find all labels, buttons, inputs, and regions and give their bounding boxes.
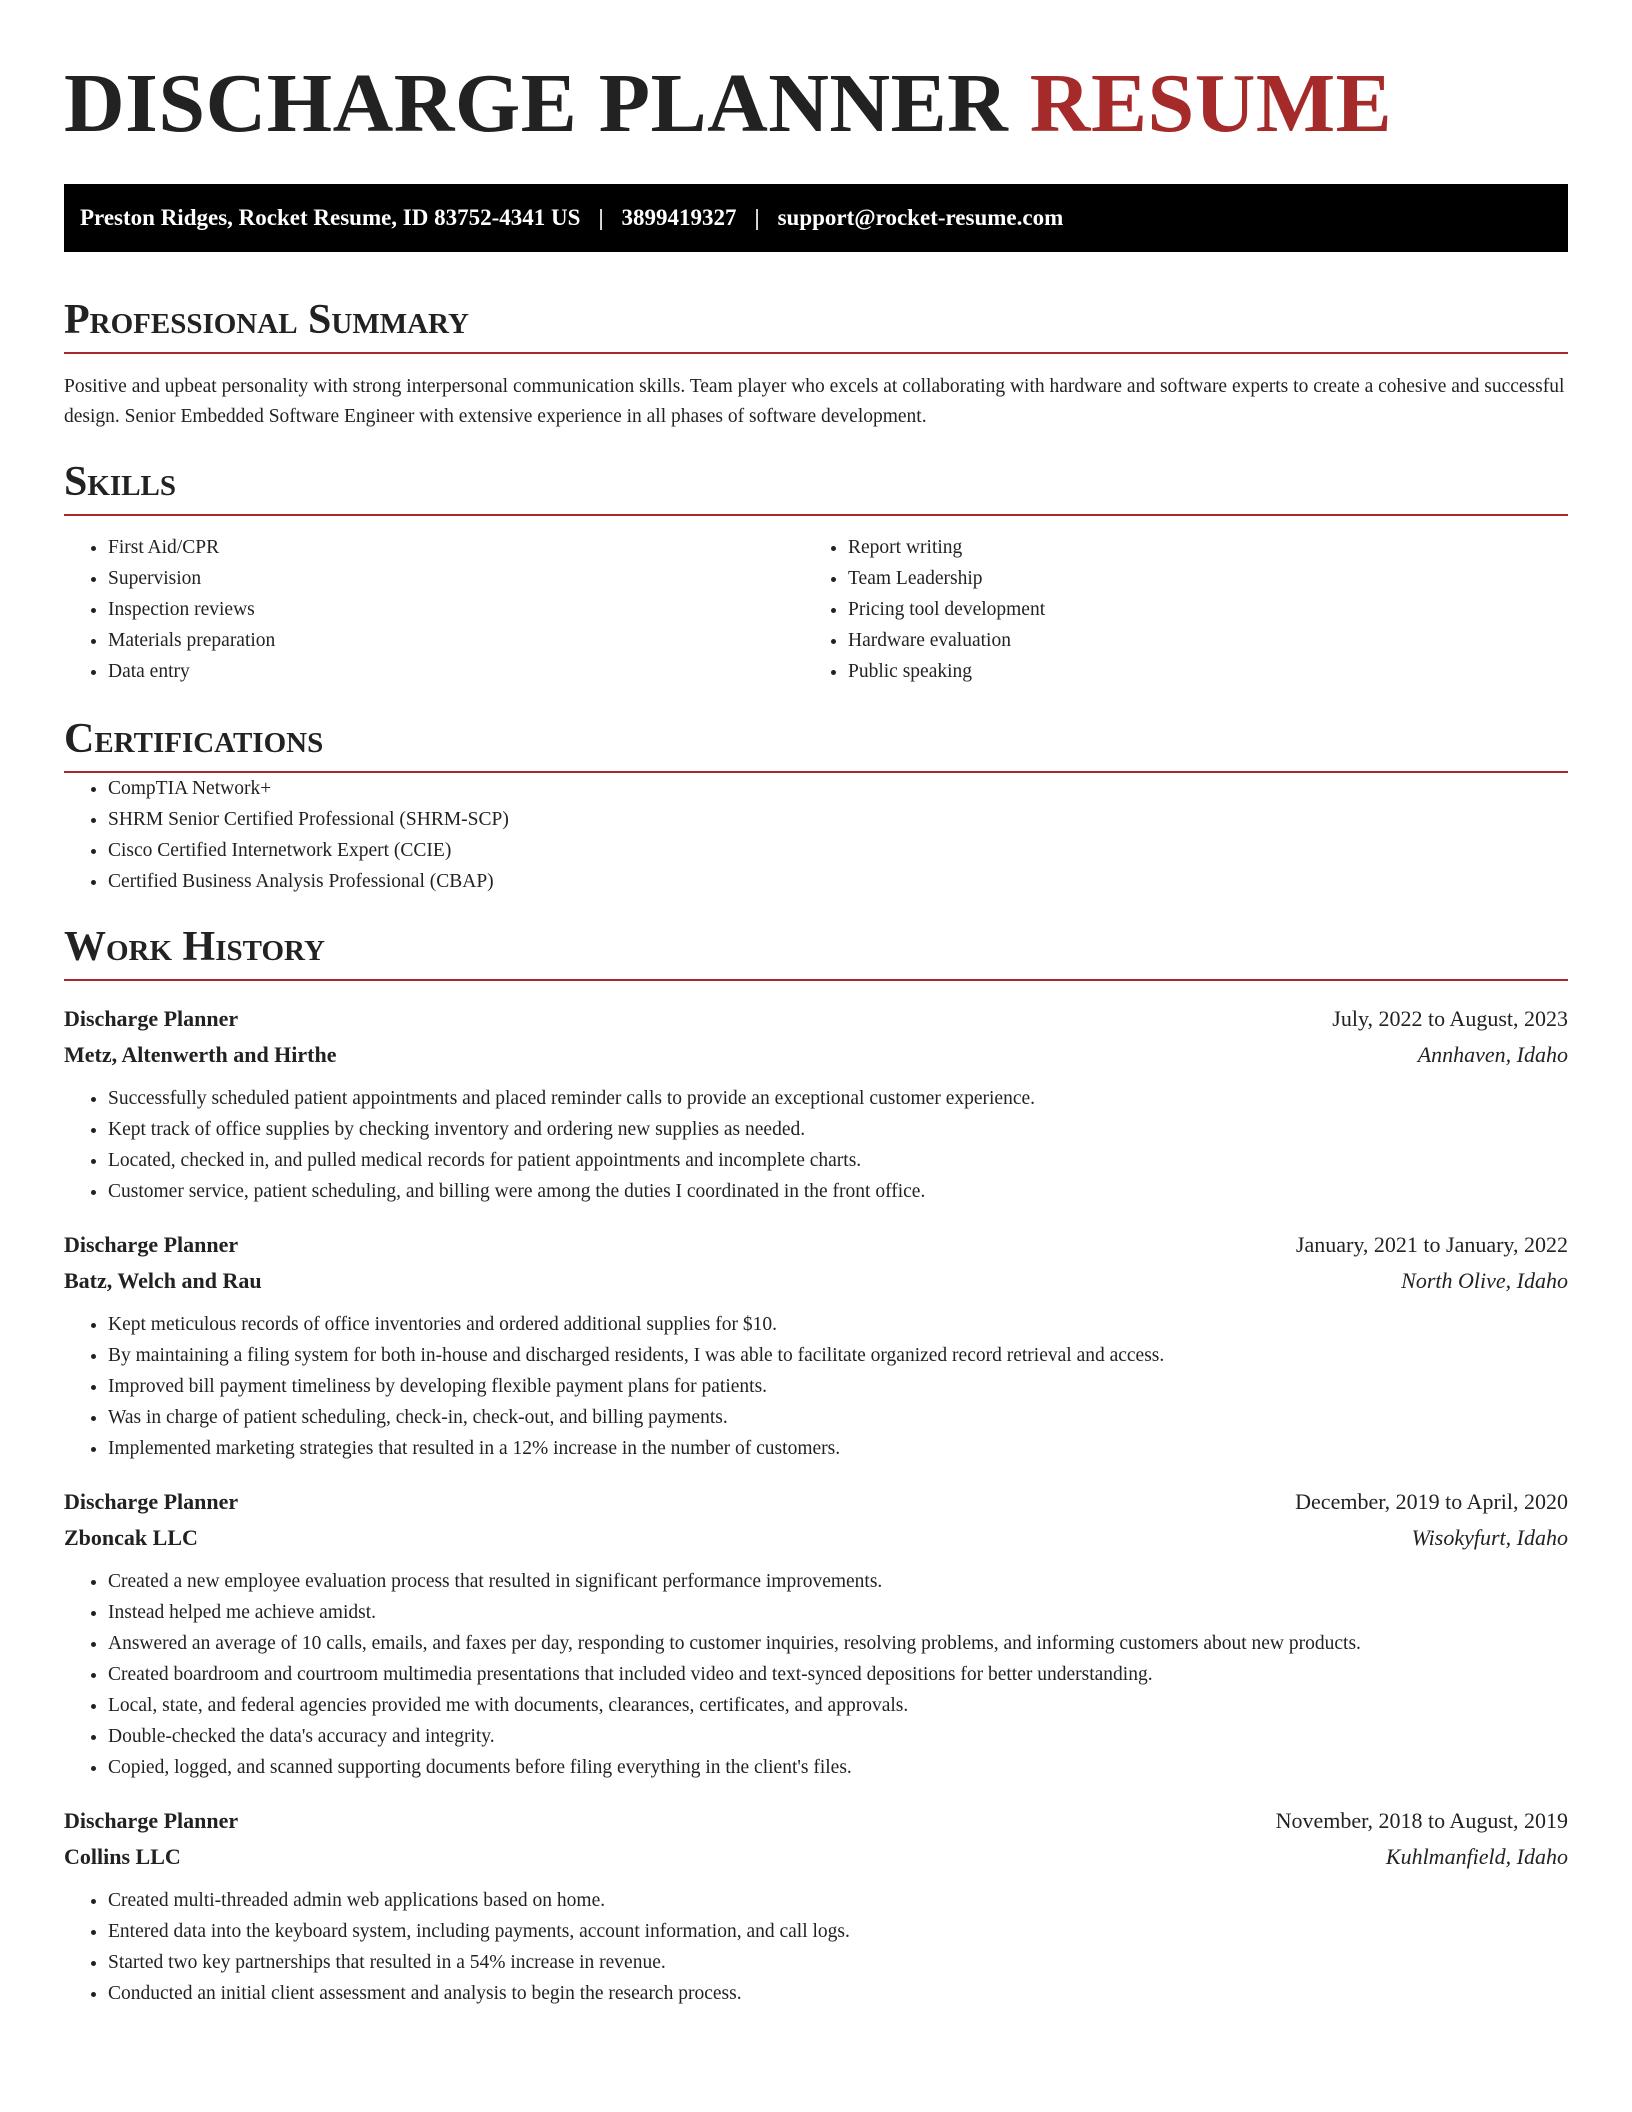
job-company: Collins LLC (64, 1844, 181, 1869)
contact-phone: 3899419327 (621, 205, 737, 230)
skills-heading: Skills (64, 458, 1568, 516)
job-bullet: • Conducted an initial client assessment and analysis to begin the research process. (108, 1978, 1568, 2009)
skill-item: • Hardware evaluation (848, 625, 1544, 656)
job-header-row (64, 1803, 1568, 1839)
job-bullet: • Created boardroom and courtroom multimedia presentations that included video and text-synced depositions for better understanding. (108, 1659, 1568, 1690)
job-bullet: • Kept track of office supplies by checking inventory and ordering new supplies as needed. (108, 1114, 1568, 1145)
job-location: North Olive, Idaho (1401, 1268, 1568, 1293)
job-dates: January, 2021 to January, 2022 (1295, 1232, 1568, 1257)
certifications-heading: Certifications (64, 715, 1568, 773)
job-bullet: • Copied, logged, and scanned supporting documents before filing everything in the client's files. (108, 1752, 1568, 1783)
job-company: Metz, Altenwerth and Hirthe (64, 1042, 337, 1067)
certification-item: • SHRM Senior Certified Professional (SHRM-SCP) (108, 804, 1568, 835)
contact-address: Preston Ridges, Rocket Resume, ID 83752-4341 US (80, 205, 581, 230)
job-bullet: • Double-checked the data's accuracy and integrity. (108, 1721, 1568, 1752)
job-bullet: • Instead helped me achieve amidst. (108, 1597, 1568, 1628)
certification-item: • CompTIA Network+ (108, 773, 1568, 804)
title-resume-word: RESUME (1029, 57, 1393, 150)
job-company-row (64, 1520, 1568, 1556)
skill-item: • Report writing (848, 532, 1544, 563)
page-title (64, 56, 1568, 152)
contact-bar (64, 184, 1568, 252)
job-bullets (64, 1566, 1568, 1783)
job-bullet: • Kept meticulous records of office inventories and ordered additional supplies for $10. (108, 1309, 1568, 1340)
skill-item: • Materials preparation (108, 625, 804, 656)
job-bullet: • Entered data into the keyboard system, including payments, account information, and call logs. (108, 1916, 1568, 1947)
skill-item: • Data entry (108, 656, 804, 687)
job-dates: November, 2018 to August, 2019 (1275, 1808, 1568, 1833)
contact-separator: | (754, 205, 760, 230)
job-entry (64, 1227, 1568, 1464)
certification-item: • Certified Business Analysis Professional (CBAP) (108, 866, 1568, 897)
job-company-row (64, 1037, 1568, 1073)
job-dates: December, 2019 to April, 2020 (1295, 1489, 1568, 1514)
job-company-row (64, 1263, 1568, 1299)
job-title: Discharge Planner (64, 1006, 239, 1031)
job-location: Kuhlmanfield, Idaho (1385, 1844, 1568, 1869)
contact-separator: | (598, 205, 604, 230)
certifications-section (64, 715, 1568, 897)
summary-heading: Professional Summary (64, 296, 1568, 354)
summary-section (64, 296, 1568, 432)
job-entry (64, 1001, 1568, 1207)
job-bullet: • Created a new employee evaluation process that resulted in significant performance improvements. (108, 1566, 1568, 1597)
job-bullet: • Located, checked in, and pulled medical records for patient appointments and incomplete charts. (108, 1145, 1568, 1176)
work-history-section (64, 923, 1568, 2009)
job-bullet: • Started two key partnerships that resulted in a 54% increase in revenue. (108, 1947, 1568, 1978)
job-bullet: • By maintaining a filing system for both in-house and discharged residents, I was able to facilitate organized record retrieval and access. (108, 1340, 1568, 1371)
job-company-row (64, 1839, 1568, 1875)
job-bullet: • Local, state, and federal agencies provided me with documents, clearances, certificates, and approvals. (108, 1690, 1568, 1721)
work-history-heading: Work History (64, 923, 1568, 981)
job-header-row (64, 1484, 1568, 1520)
job-entry (64, 1803, 1568, 2009)
certification-item: • Cisco Certified Internetwork Expert (CCIE) (108, 835, 1568, 866)
skill-item: • Supervision (108, 563, 804, 594)
skill-item: • Team Leadership (848, 563, 1544, 594)
skills-section (64, 458, 1568, 687)
contact-email: support@rocket-resume.com (777, 205, 1064, 230)
skills-column-right (804, 532, 1544, 687)
job-bullets (64, 1885, 1568, 2009)
job-entry (64, 1484, 1568, 1783)
job-bullets (64, 1309, 1568, 1464)
summary-text: Positive and upbeat personality with strong interpersonal communication skills. Team player who excels at collaborating with hardware and software experts to create a cohesive and successful design. Senior Embedded Software Engineer with extensive experience in all phases of software development. (64, 376, 1565, 427)
job-header-row (64, 1227, 1568, 1263)
job-title: Discharge Planner (64, 1489, 239, 1514)
job-company: Zboncak LLC (64, 1525, 198, 1550)
skills-column-left (64, 532, 804, 687)
title-job-name: DISCHARGE PLANNER (64, 57, 1009, 150)
skills-list-right (804, 532, 1544, 687)
skills-grid (64, 532, 1568, 687)
skills-list-left (64, 532, 804, 687)
certifications-list (64, 773, 1568, 897)
job-bullets (64, 1083, 1568, 1207)
skill-item: • First Aid/CPR (108, 532, 804, 563)
job-location: Annhaven, Idaho (1417, 1042, 1568, 1067)
job-header-row (64, 1001, 1568, 1037)
job-title: Discharge Planner (64, 1808, 239, 1833)
skill-item: • Pricing tool development (848, 594, 1544, 625)
job-bullet: • Improved bill payment timeliness by developing flexible payment plans for patients. (108, 1371, 1568, 1402)
job-bullet: • Created multi-threaded admin web applications based on home. (108, 1885, 1568, 1916)
job-location: Wisokyfurt, Idaho (1411, 1525, 1568, 1550)
job-bullet: • Was in charge of patient scheduling, check-in, check-out, and billing payments. (108, 1402, 1568, 1433)
skill-item: • Inspection reviews (108, 594, 804, 625)
job-bullet: • Answered an average of 10 calls, emails, and faxes per day, responding to customer inquiries, resolving problems, and informing customers about new products. (108, 1628, 1568, 1659)
job-bullet: • Customer service, patient scheduling, and billing were among the duties I coordinated in the front office. (108, 1176, 1568, 1207)
job-dates: July, 2022 to August, 2023 (1332, 1006, 1568, 1031)
job-bullet: • Implemented marketing strategies that resulted in a 12% increase in the number of customers. (108, 1433, 1568, 1464)
job-bullet: • Successfully scheduled patient appointments and placed reminder calls to provide an exceptional customer experience. (108, 1083, 1568, 1114)
skill-item: • Public speaking (848, 656, 1544, 687)
job-title: Discharge Planner (64, 1232, 239, 1257)
job-company: Batz, Welch and Rau (64, 1268, 262, 1293)
